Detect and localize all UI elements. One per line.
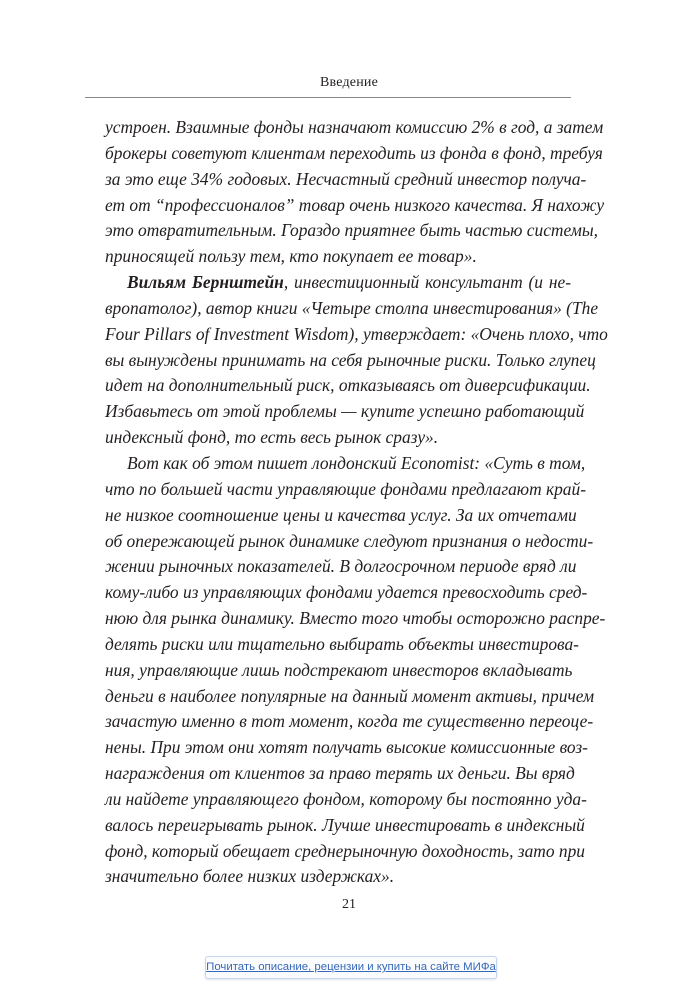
text-line: ния, управляющие лишь подстрекают инвесторов вкладывать	[105, 659, 573, 680]
text-line: Вот как об этом пишет лондонский Economist: «Суть в том,	[127, 452, 586, 473]
text-line	[105, 270, 571, 296]
text-line: жении рыночных показателей. В долгосрочном периоде вряд ли	[105, 556, 577, 577]
text-line: Избавьтесь от этой проблемы — купите успешно работающий	[105, 401, 585, 422]
text-line: не низкое соотношение цены и качества услуг. За их отчетами	[105, 504, 577, 525]
paragraph-economist	[105, 451, 606, 890]
page-number: 21	[342, 897, 356, 912]
text-line: деньги в наиболее популярные на данный момент активы, причем	[105, 685, 595, 706]
author-name: Вильям Бернштейн	[127, 272, 284, 293]
text-line: значительно более низких издержках».	[105, 866, 395, 887]
text-line: устроен. Взаимные фонды назначают комиссию 2% в год, а затем	[105, 117, 604, 137]
text-line: ли найдете управляющего фондом, которому бы постоянно уда-	[105, 788, 587, 809]
text-line: вы вынуждены принимать на себя рыночные риски. Только глупец	[105, 349, 596, 370]
header-divider	[85, 97, 571, 98]
text-line: об опережающей рынок динамике следуют признания о недости-	[105, 530, 594, 551]
text-line: кому-либо из управляющих фондами удается превосходить сред-	[105, 582, 588, 603]
running-head-title: Введение	[319, 75, 379, 90]
text-fragment: , инвестиционный консультант (и не-	[283, 272, 572, 293]
text-line: нены. При этом они хотят получать высокие комиссионные воз-	[105, 737, 588, 758]
text-line: индексный фонд, то есть весь рынок сразу».	[105, 427, 439, 448]
text-line: фонд, который обещает среднерыночную доходность, зато при	[105, 840, 585, 861]
text-line: идет на дополнительный риск, отказываясь от диверсификации.	[105, 375, 591, 396]
text-line: вропатолог), автор книги «Четыре столпа инвестирования» (The	[105, 297, 599, 318]
paragraph-quote-continuation	[105, 115, 605, 270]
text-line: делять риски или тщательно выбирать объекты инвестирова-	[105, 633, 579, 654]
text-line: награждения от клиентов за право терять их деньги. Вы вряд	[105, 763, 575, 784]
buy-on-mif-site-link[interactable]: Почитать описание, рецензии и купить на сайте МИФа	[205, 956, 497, 979]
text-line: это отвратительным. Гораздо приятнее быть частью системы,	[105, 220, 598, 241]
paragraph-bernstein	[105, 270, 608, 451]
text-line: нюю для рынка динамику. Вместо того чтобы осторожно распре-	[105, 608, 606, 629]
text-line: что по большей части управляющие фондами предлагают край-	[105, 478, 586, 499]
text-line: валось переигрывать рынок. Лучше инвестировать в индексный	[105, 814, 585, 835]
text-line: приносящей пользу тем, кто покупает ее товар».	[105, 246, 477, 267]
text-line: брокеры советуют клиентам переходить из фонда в фонд, требуя	[105, 142, 603, 163]
body-text	[105, 115, 608, 890]
text-line: за это еще 34% годовых. Несчастный средний инвестор получа-	[105, 168, 587, 189]
text-line: Four Pillars of Investment Wisdom), утверждает: «Очень плохо, что	[105, 323, 608, 344]
text-line: зачастую именно в тот момент, когда те существенно переоце-	[105, 711, 594, 732]
text-line: ет от “профессионалов” товар очень низкого качества. Я нахожу	[105, 194, 605, 215]
